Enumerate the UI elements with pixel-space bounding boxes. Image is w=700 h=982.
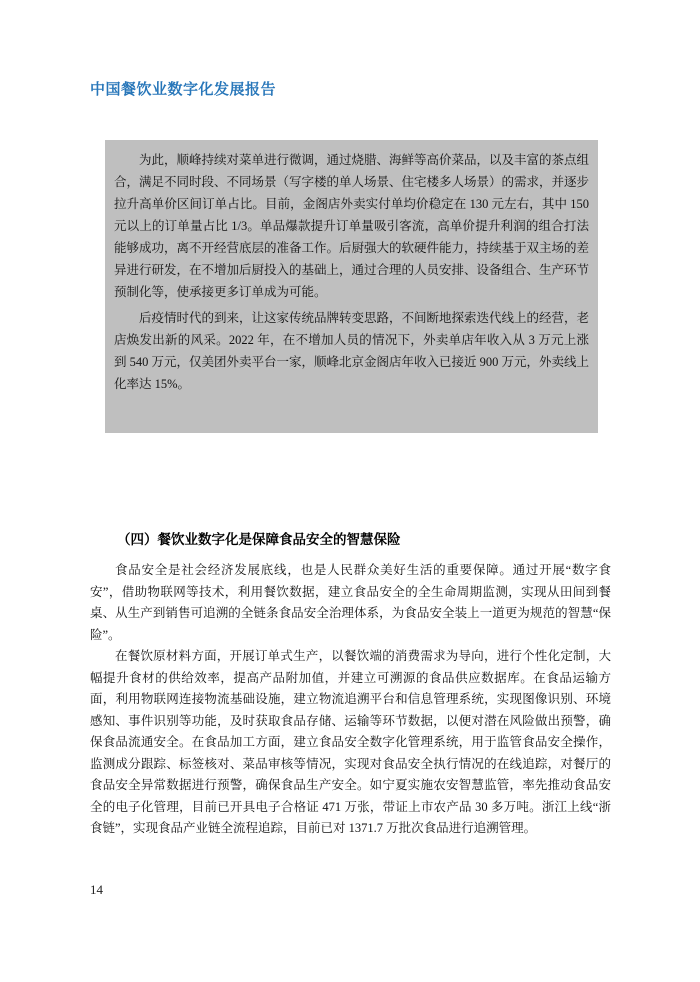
- report-title: 中国餐饮业数字化发展报告: [90, 81, 277, 98]
- section-content: [90, 528, 611, 840]
- page-number: 14: [90, 882, 103, 897]
- highlight-paragraph-1: 为此，顺峰持续对菜单进行微调，通过烧腊、海鲜等高价菜品，以及丰富的茶点组合，满足不同时段、不同场景（写字楼的单人场景、住宅楼多人场景）的需求，并逐步拉升高单价区间订单占比。目前，金阁店外卖实付单均价稳定在 130 元左右，其中 150 元以上的订单量占比 1/3。单品爆款提升订单量吸引客流，高单价提升利润的组合打法能够成功，离不开经营底层的准备工作。后厨强大的软硬件能力，持续基于双主场的差异进行研发，在不增加后厨投入的基础上，通过合理的人员安排、设备组合、生产环节预制化等，使承接更多订单成为可能。: [114, 153, 590, 299]
- body-paragraph-1: 食品安全是社会经济发展底线，也是人民群众美好生活的重要保障。通过开展“数字食安”，借助物联网等技术，利用餐饮数据，建立食品安全的全生命周期监测，实现从田间到餐桌、从生产到销售可追溯的全链条食品安全治理体系，为食品安全装上一道更为规范的智慧“保险”。: [90, 563, 611, 642]
- section-heading: （四）餐饮业数字化是保障食品安全的智慧保险: [117, 532, 401, 547]
- highlight-paragraph-2: 后疫情时代的到来，让这家传统品牌转变思路，不间断地探索迭代线上的经营，老店焕发出新的风采。2022 年，在不增加人员的情况下，外卖单店年收入从 3 万元上涨到 540 万元，仅美团外卖平台一家，顺峰北京金阁店年收入已接近 900 万元，外卖线上化率达 15%。: [114, 311, 590, 391]
- highlight-box: [105, 140, 598, 433]
- body-paragraph-2: 在餐饮原材料方面，开展订单式生产，以餐饮端的消费需求为导向，进行个性化定制，大幅提升食材的供给效率，提高产品附加值，并建立可溯源的食品供应数据库。在食品运输方面，利用物联网连接物流基础设施，建立物流追溯平台和信息管理系统，实现图像识别、环境感知、事件识别等功能，及时获取食品存储、运输等环节数据，以便对潜在风险做出预警，确保食品流通安全。在食品加工方面，建立食品安全数字化管理系统，用于监管食品安全操作，监测成分跟踪、标签核对、菜品审核等情况，实现对食品安全执行情况的在线追踪，对餐厅的食品安全异常数据进行预警，确保食品生产安全。如宁夏实施农安智慧监管，率先推动食品安全的电子化管理，目前已开具电子合格证 471 万张，带证上市农产品 30 多万吨。浙江上线“浙食链”，实现食品产业链全流程追踪，目前已对 1371.7 万批次食品进行追溯管理。: [90, 649, 611, 835]
